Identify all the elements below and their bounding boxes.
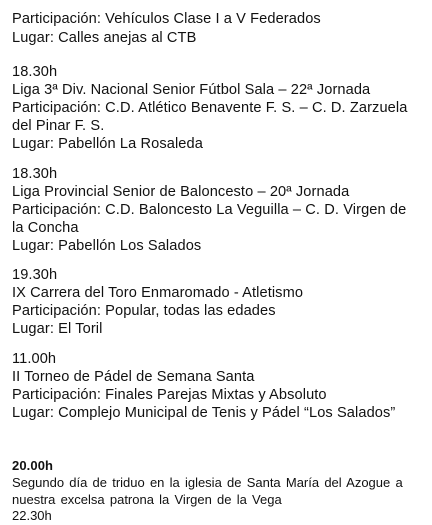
- block6-description-cont: nuestra excelsa patrona la Virgen de la Vega: [12, 492, 282, 507]
- block3-time: 18.30h: [12, 166, 58, 182]
- block4-location: Lugar: El Toril: [12, 321, 103, 337]
- block2-participation-cont: del Pinar F. S.: [12, 118, 105, 134]
- block4-participation: Participación: Popular, todas las edades: [12, 303, 276, 319]
- block2-title: Liga 3ª Div. Nacional Senior Fútbol Sala – 22ª Jornada: [12, 82, 371, 98]
- block6-time: 20.00h: [12, 458, 54, 473]
- block2-location: Lugar: Pabellón La Rosaleda: [12, 136, 203, 152]
- block3-location: Lugar: Pabellón Los Salados: [12, 238, 202, 254]
- block5-participation: Participación: Finales Parejas Mixtas y Absoluto: [12, 387, 327, 403]
- block5-location: Lugar: Complejo Municipal de Tenis y Pádel “Los Salados”: [12, 405, 396, 421]
- block3-participation: Participación: C.D. Baloncesto La Veguilla – C. D. Virgen de: [12, 202, 407, 218]
- block4-title: IX Carrera del Toro Enmaromado - Atletismo: [12, 285, 304, 301]
- block2-time: 18.30h: [12, 64, 58, 80]
- block6-next-time: 22.30h: [12, 508, 52, 523]
- block5-time: 11.00h: [12, 351, 57, 367]
- block3-participation-cont: la Concha: [12, 220, 79, 236]
- block3-title: Liga Provincial Senior de Baloncesto – 20ª Jornada: [12, 184, 350, 200]
- block4-time: 19.30h: [12, 267, 58, 283]
- block1-participation: Participación: Vehículos Clase I a V Federados: [12, 11, 321, 27]
- block6-description: Segundo día de triduo en la iglesia de Santa María del Azogue a: [12, 475, 403, 490]
- block2-participation: Participación: C.D. Atlético Benavente F. S. – C. D. Zarzuela: [12, 100, 408, 116]
- block5-title: II Torneo de Pádel de Semana Santa: [12, 369, 255, 385]
- block1-location: Lugar: Calles anejas al CTB: [12, 30, 197, 46]
